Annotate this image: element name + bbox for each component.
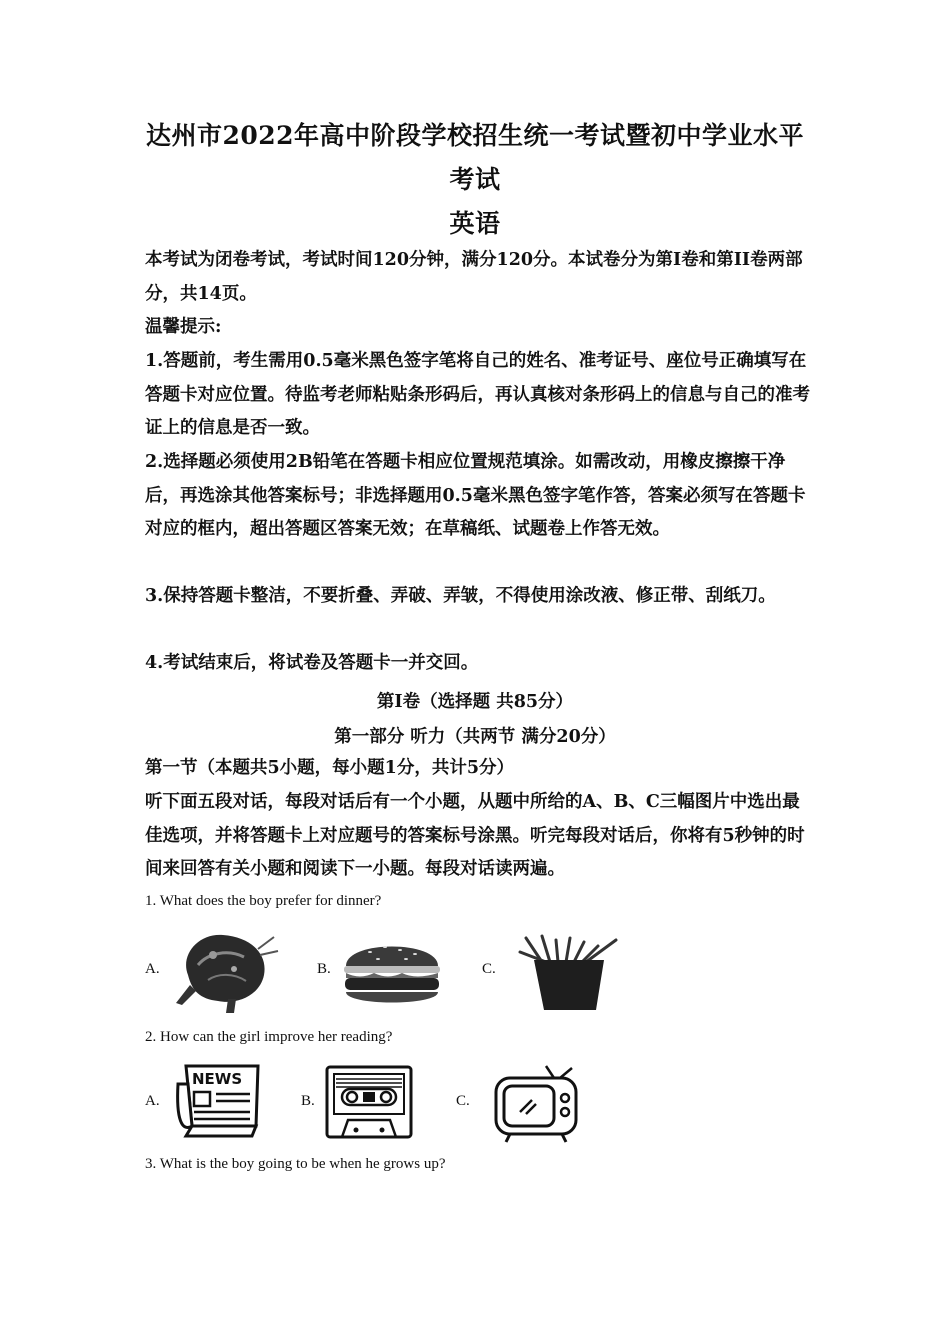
q2-option-a-label: A. xyxy=(145,1093,160,1109)
exam-intro: 本考试为闭卷考试，考试时间120分钟，满分120分。本试卷分为第I卷和第II卷两部分，共14页。 xyxy=(145,250,803,304)
subsection-title: 第一节（本题共5小题，每小题1分，共计5分） xyxy=(145,758,515,778)
q2-option-b-label: B. xyxy=(301,1093,315,1109)
hamburger-icon xyxy=(340,932,444,1010)
volume-title: 第I卷（选择题 共85分） xyxy=(376,692,574,712)
part-title: 第一部分 听力（共两节 满分20分） xyxy=(334,727,616,747)
french-fries-icon xyxy=(512,932,624,1014)
tip-2: 2.选择题必须使用2B铅笔在答题卡相应位置规范填涂。如需改动，用橡皮擦擦干净后，再选涂其他答案标号；非选择题用0.5毫米黑色签字笔作答，答案必须写在答题卡对应的框内，超出答题区答案无效；在草稿纸、试题卷上作答无效。 xyxy=(145,452,806,539)
newspaper-masthead: NEWS xyxy=(192,1070,243,1088)
q1-option-c-label: C. xyxy=(482,961,496,977)
listening-instructions: 听下面五段对话，每段对话后有一个小题，从题中所给的A、B、C三幅图片中选出最佳选项，并将答题卡上对应题号的答案标号涂黑。听完每段对话后，你将有5秒钟的时间来回答有关小题和阅读下一小题。每段对话读两遍。 xyxy=(145,792,805,879)
question-2: 2. How can the girl improve her reading? xyxy=(145,1029,393,1045)
television-icon xyxy=(490,1064,582,1144)
cassette-tape-icon xyxy=(324,1064,414,1140)
q1-option-b-label: B. xyxy=(317,961,331,977)
tips-heading: 温馨提示: xyxy=(145,317,222,337)
question-1: 1. What does the boy prefer for dinner? xyxy=(145,893,382,909)
roast-chicken-icon xyxy=(168,925,280,1015)
exam-title: 达州市2022年高中阶段学校招生统一考试暨初中学业水平 xyxy=(145,121,805,150)
tip-3: 3.保持答题卡整洁，不要折叠、弄破、弄皱，不得使用涂改液、修正带、刮纸刀。 xyxy=(145,586,776,606)
exam-title-continued: 考试 xyxy=(449,165,501,194)
tip-4: 4.考试结束后，将试卷及答题卡一并交回。 xyxy=(145,653,479,673)
q1-option-a-label: A. xyxy=(145,961,160,977)
newspaper-icon xyxy=(172,1062,264,1140)
question-3: 3. What is the boy going to be when he grows up? xyxy=(145,1156,446,1172)
tip-1: 1.答题前，考生需用0.5毫米黑色签字笔将自己的姓名、准考证号、座位号正确填写在答题卡对应位置。待监考老师粘贴条形码后，再认真核对条形码上的信息与自己的准考证上的信息是否一致。 xyxy=(145,351,810,438)
subject-title: 英语 xyxy=(449,209,501,238)
q2-option-c-label: C. xyxy=(456,1093,470,1109)
